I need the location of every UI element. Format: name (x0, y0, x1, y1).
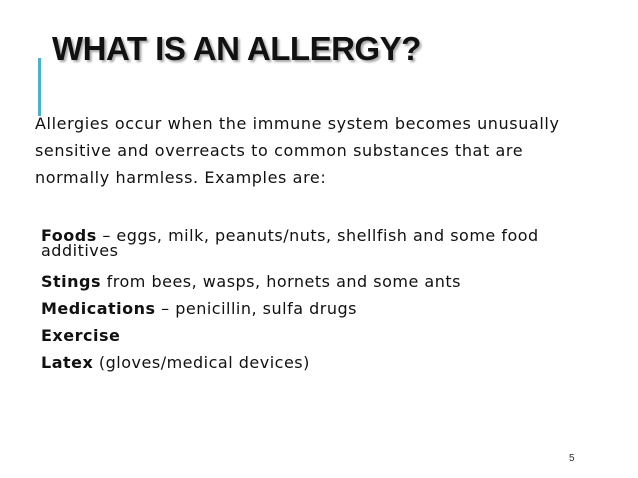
example-term: Foods (41, 226, 97, 245)
example-text: penicillin, sulfa drugs (175, 299, 357, 318)
example-term: Latex (41, 353, 94, 372)
intro-paragraph: Allergies occur when the immune system becomes unusually sensitive and overreacts to common substances that are normally harmless. Examples are: (35, 114, 560, 187)
example-separator: – (96, 226, 117, 245)
list-item-foods (41, 225, 601, 268)
example-term: Exercise (41, 326, 121, 345)
list-item-medications (41, 295, 601, 322)
example-term: Stings (41, 272, 102, 291)
example-text: from bees, wasps, hornets and some ants (106, 272, 461, 291)
example-separator: – (155, 299, 176, 318)
page-number: 5 (569, 453, 575, 464)
example-term: Medications (41, 299, 156, 318)
accent-bar (38, 58, 41, 116)
list-item-exercise (41, 322, 601, 349)
list-item-latex (41, 349, 601, 376)
example-text: eggs, milk, peanuts/nuts, shellfish and some food additives (41, 226, 539, 260)
examples-list (41, 225, 601, 376)
slide-title: WHAT IS AN ALLERGY? (52, 30, 421, 67)
example-text: (gloves/medical devices) (98, 353, 310, 372)
list-item-stings (41, 268, 601, 295)
